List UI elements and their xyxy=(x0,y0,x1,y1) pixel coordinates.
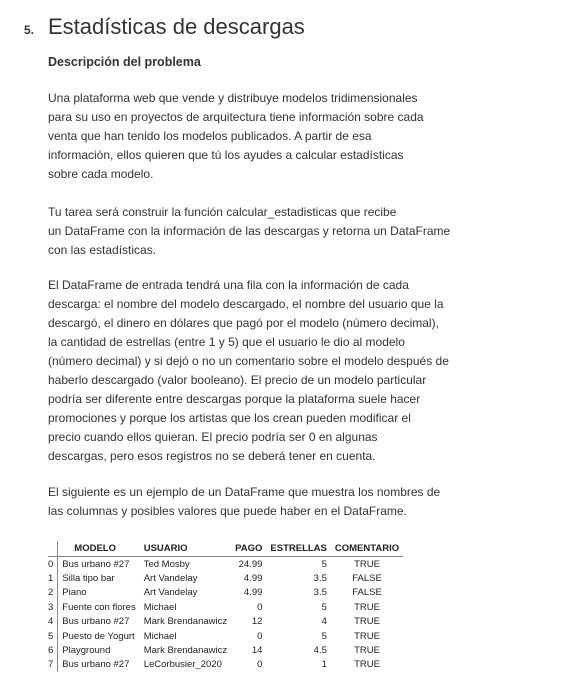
row-index: 4 xyxy=(48,616,54,628)
index-header xyxy=(48,541,58,557)
column-header-modelo: MODELO xyxy=(58,541,140,557)
table-row xyxy=(48,629,403,643)
table-row xyxy=(48,615,403,629)
cell-pago: 24.99 xyxy=(238,558,263,570)
cell-usuario: Mark Brendanawicz xyxy=(143,645,228,657)
cell-modelo: Silla tipo bar xyxy=(58,571,140,585)
paragraph-task xyxy=(48,203,498,260)
cell-usuario: Michael xyxy=(143,601,177,613)
cell-comentario: TRUE xyxy=(354,630,380,642)
cell-estrellas: 1 xyxy=(321,659,327,671)
text-line: un DataFrame con la información de las descargas y retorna un DataFrame xyxy=(48,224,451,238)
column-header-pago: PAGO xyxy=(231,541,266,557)
paragraph-example-intro xyxy=(48,483,498,521)
text-line: Una plataforma web que vende y distribuye modelos tridimensionales xyxy=(48,91,418,105)
cell-usuario: Ted Mosby xyxy=(143,558,190,570)
text-line: (número decimal) y si dejó o no un comentario sobre el modelo después de xyxy=(48,354,449,368)
cell-estrellas: 5 xyxy=(321,630,327,642)
cell-comentario: TRUE xyxy=(354,616,380,628)
paragraph-intro xyxy=(48,89,498,184)
text-line: para su uso en proyectos de arquitectura tiene información sobre cada xyxy=(48,110,424,124)
cell-modelo: Puesto de Yogurt xyxy=(58,629,140,643)
row-index: 5 xyxy=(48,630,54,642)
text-line: información, ellos quieren que tú los ayudes a calcular estadísticas xyxy=(48,148,404,162)
table-row xyxy=(48,571,403,585)
example-dataframe-table xyxy=(48,541,403,672)
text-line: descargas, pero esos registros no se deberá tener en cuenta. xyxy=(48,449,376,463)
cell-estrellas: 3.5 xyxy=(313,573,327,585)
row-index: 6 xyxy=(48,645,54,657)
cell-pago: 4.99 xyxy=(243,587,263,599)
cell-usuario: Art Vandelay xyxy=(143,573,198,585)
cell-pago: 12 xyxy=(251,616,263,628)
text-line: con las estadísticas. xyxy=(48,243,157,257)
cell-pago: 4.99 xyxy=(243,573,263,585)
text-line: descarga: el nombre del modelo descargado, el nombre del usuario que la xyxy=(48,297,444,311)
cell-modelo: Piano xyxy=(58,586,140,600)
text-line: promociones y porque los artistas que los crean pueden modificar el xyxy=(48,411,411,425)
cell-comentario: TRUE xyxy=(354,659,380,671)
text-line: venta que han tenido los modelos publicados. A partir de esa xyxy=(48,129,372,143)
table-row xyxy=(48,658,403,672)
section-number: 5. xyxy=(24,23,35,37)
row-index: 3 xyxy=(48,601,54,613)
row-index: 7 xyxy=(48,659,54,671)
text-line: El siguiente es un ejemplo de un DataFrame que muestra los nombres de xyxy=(48,485,441,499)
section-heading xyxy=(24,14,305,40)
section-title: Estadísticas de descargas xyxy=(48,14,305,39)
column-header-comentario: COMENTARIO xyxy=(331,541,403,557)
text-line: descargó, el dinero en dólares que pagó por el modelo (número decimal), xyxy=(48,316,439,330)
cell-modelo: Bus urbano #27 xyxy=(58,615,140,629)
cell-pago: 14 xyxy=(251,645,263,657)
cell-modelo: Bus urbano #27 xyxy=(58,658,140,672)
text-line: haberlo descargado (valor booleano). El precio de un modelo particular xyxy=(48,373,427,387)
cell-modelo: Playground xyxy=(58,643,140,657)
text-line: las columnas y posibles valores que puede haber en el DataFrame. xyxy=(48,504,407,518)
column-header-estrellas: ESTRELLAS xyxy=(266,541,330,557)
text-line: precio cuando ellos quieran. El precio podría ser 0 en algunas xyxy=(48,430,378,444)
text-line: El DataFrame de entrada tendrá una fila con la información de cada xyxy=(48,278,409,292)
cell-comentario: TRUE xyxy=(354,601,380,613)
cell-estrellas: 5 xyxy=(321,558,327,570)
cell-modelo: Fuente con flores xyxy=(58,600,140,614)
cell-comentario: FALSE xyxy=(352,573,382,585)
cell-usuario: Art Vandelay xyxy=(143,587,198,599)
table-row xyxy=(48,586,403,600)
cell-pago: 0 xyxy=(257,601,263,613)
problem-description-heading: Descripción del problema xyxy=(48,55,201,69)
cell-pago: 0 xyxy=(257,630,263,642)
paragraph-dataframe-description xyxy=(48,276,498,466)
table-row xyxy=(48,643,403,657)
cell-usuario: LeCorbusier_2020 xyxy=(143,659,222,671)
text-line: podría ser diferente entre descargas porque la plataforma suele hacer xyxy=(48,392,421,406)
table-row xyxy=(48,557,403,572)
column-header-usuario: USUARIO xyxy=(140,541,231,557)
cell-estrellas: 4.5 xyxy=(313,645,327,657)
text-line: la cantidad de estrellas (entre 1 y 5) que el usuario le dio al modelo xyxy=(48,335,405,349)
cell-comentario: TRUE xyxy=(354,645,380,657)
cell-comentario: TRUE xyxy=(354,558,380,570)
cell-usuario: Michael xyxy=(143,630,177,642)
cell-estrellas: 3.5 xyxy=(313,587,327,599)
table-header-row xyxy=(48,541,403,557)
row-index: 1 xyxy=(48,573,54,585)
cell-pago: 0 xyxy=(257,659,263,671)
cell-modelo: Bus urbano #27 xyxy=(58,557,140,572)
row-index: 2 xyxy=(48,587,54,599)
cell-estrellas: 4 xyxy=(321,616,327,628)
row-index: 0 xyxy=(48,558,54,570)
cell-usuario: Mark Brendanawicz xyxy=(143,616,228,628)
text-line: Tu tarea será construir la función calcular_estadisticas que recibe xyxy=(48,205,397,219)
cell-estrellas: 5 xyxy=(321,601,327,613)
text-line: sobre cada modelo. xyxy=(48,167,154,181)
cell-comentario: FALSE xyxy=(352,587,382,599)
table-row xyxy=(48,600,403,614)
